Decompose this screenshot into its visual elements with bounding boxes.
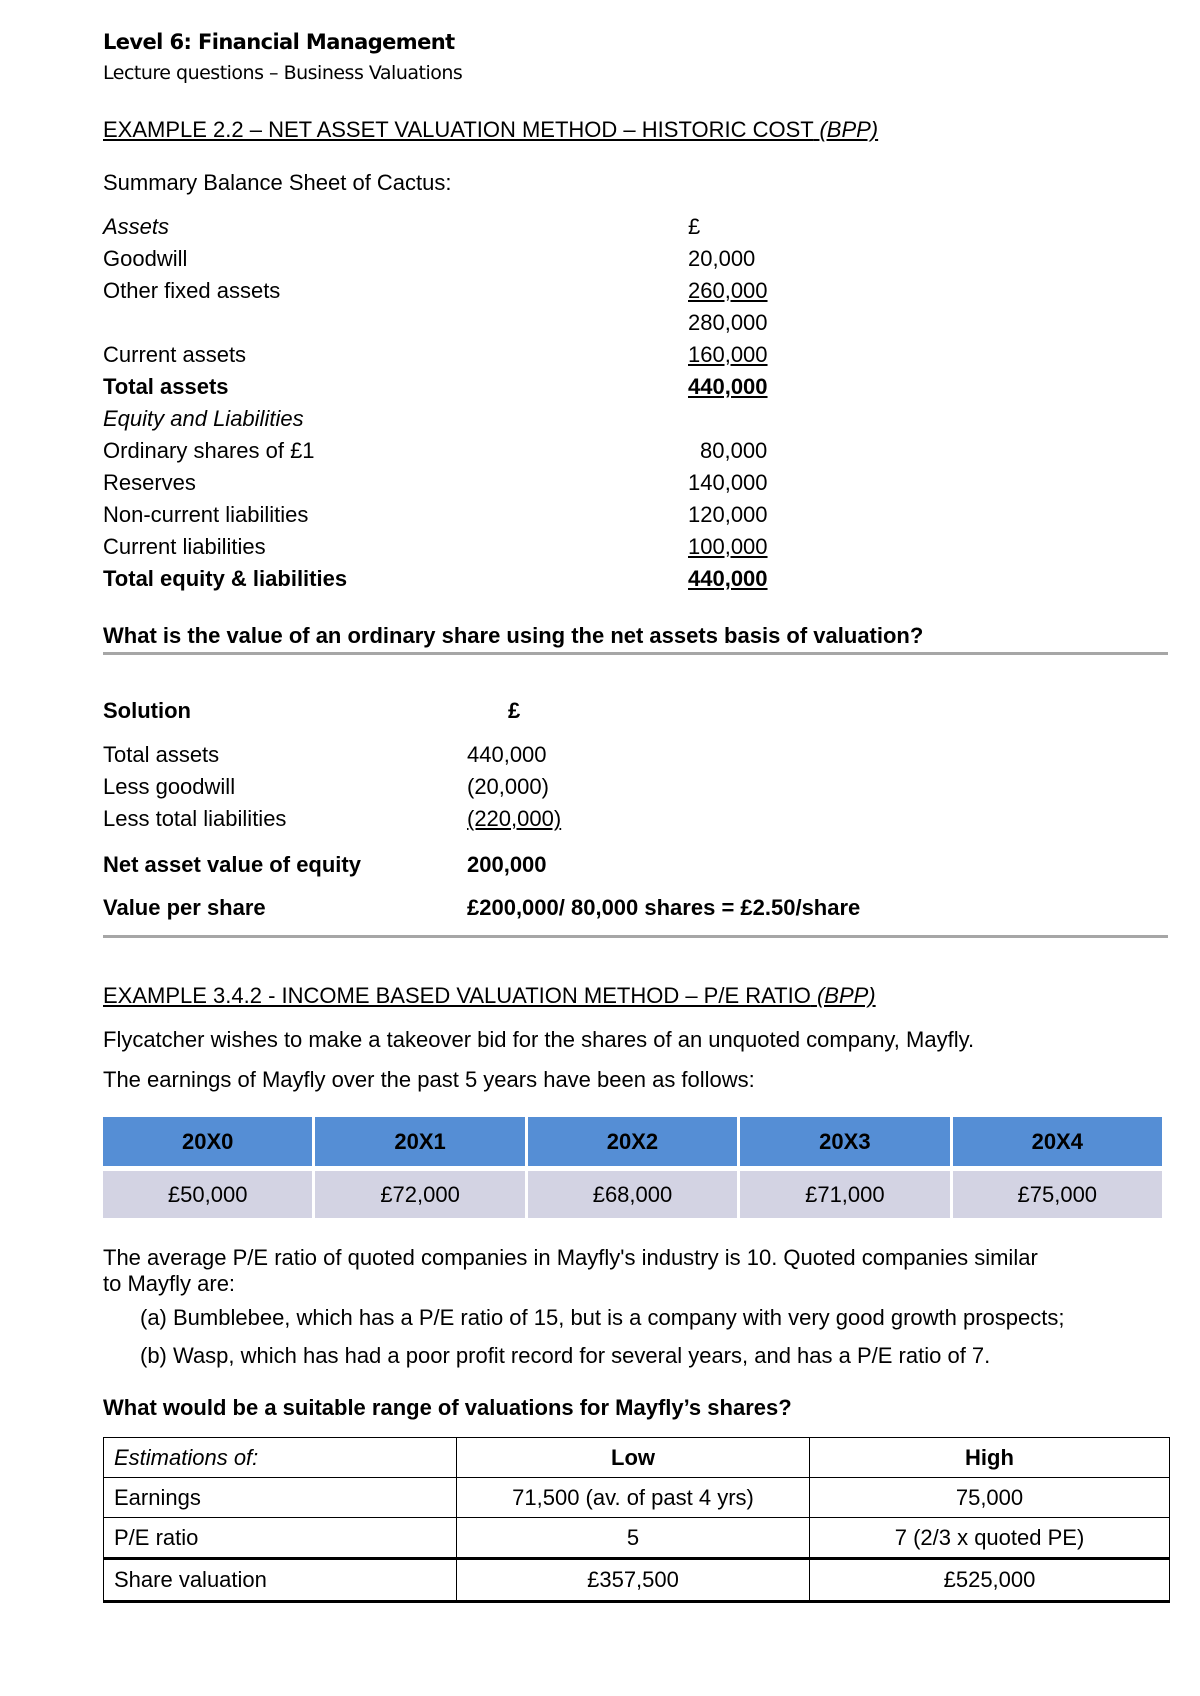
example2-para1: Flycatcher wishes to make a takeover bid for the shares of an unquoted company, Mayfly. bbox=[103, 1027, 975, 1052]
earnings-cell: £68,000 bbox=[528, 1166, 737, 1218]
earnings-cell: £71,000 bbox=[740, 1166, 949, 1218]
vps-label: Value per share bbox=[103, 895, 266, 920]
bs-value-noncurrent-liab: 120,000 bbox=[688, 502, 768, 527]
bs-label-other-fixed: Other fixed assets bbox=[103, 278, 281, 303]
equity-heading: Equity and Liabilities bbox=[103, 406, 304, 431]
example2-para3-line2: to Mayfly are: bbox=[103, 1271, 236, 1296]
bs-value-subtotal: 280,000 bbox=[688, 310, 768, 335]
bs-label-ordinary-shares: Ordinary shares of £1 bbox=[103, 438, 315, 463]
nav-value: 200,000 bbox=[467, 852, 547, 877]
valuation-header-label: Estimations of: bbox=[104, 1438, 457, 1478]
table-cell: P/E ratio bbox=[104, 1518, 457, 1559]
example1-title: EXAMPLE 2.2 – NET ASSET VALUATION METHOD – HISTORIC COST (BPP) bbox=[103, 117, 879, 142]
year-header: 20X3 bbox=[740, 1117, 949, 1166]
year-header: 20X0 bbox=[103, 1117, 312, 1166]
bs-label-current-liab: Current liabilities bbox=[103, 534, 266, 559]
table-cell: Share valuation bbox=[104, 1559, 457, 1602]
sol-value-goodwill: (20,000) bbox=[467, 774, 549, 799]
bs-label-goodwill: Goodwill bbox=[103, 246, 188, 271]
bs-value-total-assets: 440,000 bbox=[688, 374, 768, 399]
divider bbox=[103, 935, 1168, 938]
year-header: 20X2 bbox=[528, 1117, 737, 1166]
sol-label-liabilities: Less total liabilities bbox=[103, 806, 287, 831]
balance-sheet-intro: Summary Balance Sheet of Cactus: bbox=[103, 170, 452, 195]
nav-label: Net asset value of equity bbox=[103, 852, 361, 877]
example2-para3-line1: The average P/E ratio of quoted companies in Mayfly's industry is 10. Quoted companies similar bbox=[103, 1245, 1038, 1270]
table-cell: 5 bbox=[457, 1518, 810, 1559]
solution-currency: £ bbox=[508, 698, 521, 723]
valuation-header-low: Low bbox=[457, 1438, 810, 1478]
list-item-a: (a) Bumblebee, which has a P/E ratio of 15, but is a company with very good growth prospects; bbox=[140, 1305, 1065, 1330]
bs-label-reserves: Reserves bbox=[103, 470, 196, 495]
bs-value-goodwill: 20,000 bbox=[688, 246, 756, 271]
example2-para2: The earnings of Mayfly over the past 5 years have been as follows: bbox=[103, 1067, 755, 1092]
year-header: 20X4 bbox=[953, 1117, 1162, 1166]
bs-value-reserves: 140,000 bbox=[688, 470, 768, 495]
bs-label-current-assets: Current assets bbox=[103, 342, 247, 367]
sol-value-total-assets: 440,000 bbox=[467, 742, 547, 767]
sol-value-liabilities: (220,000) bbox=[467, 806, 562, 831]
bs-value-total-equity-liab: 440,000 bbox=[688, 566, 768, 591]
example2-source: (BPP) bbox=[816, 983, 876, 1008]
sol-label-total-assets: Total assets bbox=[103, 742, 220, 767]
vps-value: £200,000/ 80,000 shares = £2.50/share bbox=[467, 895, 861, 920]
example2-question: What would be a suitable range of valuations for Mayfly’s shares? bbox=[103, 1395, 792, 1420]
table-cell: Earnings bbox=[104, 1478, 457, 1518]
table-cell: £357,500 bbox=[457, 1559, 810, 1602]
valuation-header-high: High bbox=[810, 1438, 1170, 1478]
course-title: Level 6: Financial Management bbox=[103, 30, 455, 54]
bs-label-total-equity-liab: Total equity & liabilities bbox=[103, 566, 348, 591]
earnings-cell: £75,000 bbox=[953, 1166, 1162, 1218]
earnings-table bbox=[100, 1117, 1165, 1218]
solution-heading: Solution bbox=[103, 698, 191, 723]
year-header: 20X1 bbox=[315, 1117, 524, 1166]
example1-source: (BPP) bbox=[819, 117, 879, 142]
divider bbox=[103, 652, 1168, 655]
list-item-b: (b) Wasp, which has had a poor profit record for several years, and has a P/E ratio of 7. bbox=[140, 1343, 991, 1368]
table-row bbox=[104, 1518, 1170, 1559]
table-row bbox=[104, 1559, 1170, 1602]
example2-title: EXAMPLE 3.4.2 - INCOME BASED VALUATION METHOD – P/E RATIO (BPP) bbox=[103, 983, 876, 1008]
bs-value-current-assets: 160,000 bbox=[688, 342, 768, 367]
valuation-header-row bbox=[104, 1438, 1170, 1478]
earnings-cell: £72,000 bbox=[315, 1166, 524, 1218]
earnings-value-row bbox=[103, 1166, 1162, 1218]
bs-value-current-liab: 100,000 bbox=[688, 534, 768, 559]
bs-value-other-fixed: 260,000 bbox=[688, 278, 768, 303]
lecture-subtitle: Lecture questions – Business Valuations bbox=[103, 62, 463, 84]
assets-heading: Assets bbox=[103, 214, 170, 239]
table-cell: £525,000 bbox=[810, 1559, 1170, 1602]
bs-value-ordinary-shares: 80,000 bbox=[700, 438, 768, 463]
example1-question: What is the value of an ordinary share using the net assets basis of valuation? bbox=[103, 623, 924, 648]
sol-label-goodwill: Less goodwill bbox=[103, 774, 236, 799]
earnings-header-row bbox=[103, 1117, 1162, 1166]
bs-label-total-assets: Total assets bbox=[103, 374, 229, 399]
table-cell: 7 (2/3 x quoted PE) bbox=[810, 1518, 1170, 1559]
earnings-cell: £50,000 bbox=[103, 1166, 312, 1218]
currency-symbol: £ bbox=[688, 214, 701, 239]
table-row bbox=[104, 1478, 1170, 1518]
valuation-table bbox=[103, 1437, 1170, 1603]
table-cell: 71,500 (av. of past 4 yrs) bbox=[457, 1478, 810, 1518]
table-cell: 75,000 bbox=[810, 1478, 1170, 1518]
bs-label-noncurrent-liab: Non-current liabilities bbox=[103, 502, 309, 527]
